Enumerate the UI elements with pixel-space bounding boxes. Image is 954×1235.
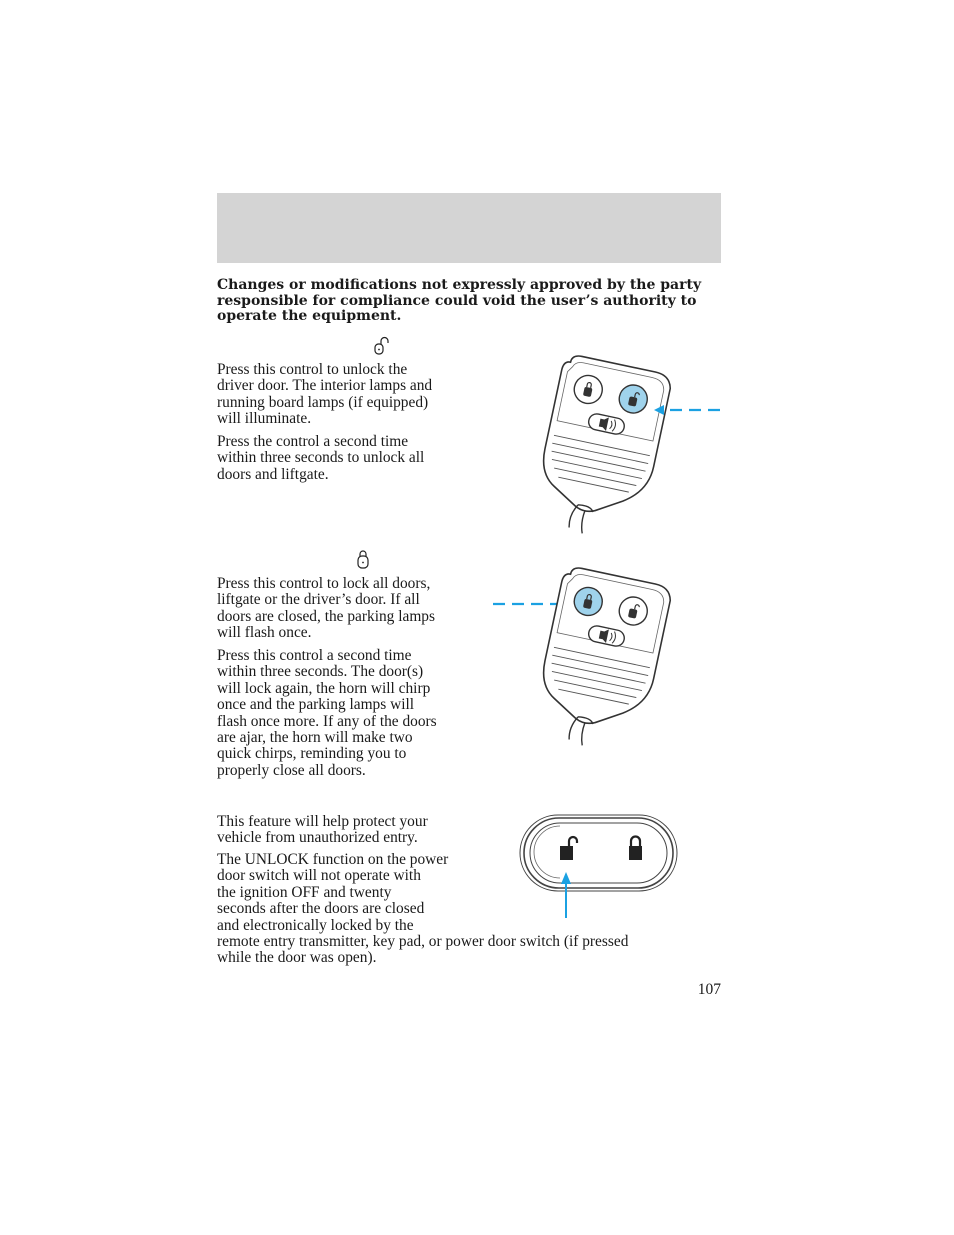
- remote-fob-lock-figure: [490, 572, 690, 747]
- page-number: 107: [697, 981, 721, 998]
- unlock-icon: [373, 336, 389, 358]
- lock-paragraph-2: Press this control a second time within three seconds. The door(s) will lock again, the horn will chirp once and the parking lamps will flash once more. If any of the doors are ajar, the horn will make two quick chirps, reminding you to properly close all doors.: [217, 647, 437, 779]
- security-paragraph-2: The UNLOCK function on the power door switch will not operate with the ignition OFF and twenty seconds after the doors are closed and electronically locked by the remote entry transmitter, key pad, or power door switch (if pressed while the door was open).: [217, 851, 629, 967]
- unlock-paragraph-1: Press this control to unlock the driver door. The interior lamps and running board lamps (if equipped) will illuminate.: [217, 361, 433, 428]
- lock-icon: [356, 548, 370, 570]
- lock-paragraph-1: Press this control to lock all doors, liftgate or the driver’s door. If all doors are closed, the parking lamps will flash once.: [217, 575, 435, 642]
- power-door-switch-figure: [518, 812, 680, 922]
- header-band: [217, 193, 721, 263]
- remote-fob-unlock-figure: [530, 360, 730, 535]
- security-paragraph-1: This feature will help protect your vehicle from unauthorized entry.: [217, 813, 428, 847]
- compliance-warning: Changes or modifications not expressly approved by the party responsible for compliance could void the user’s authority to operate the equipment.: [217, 277, 702, 324]
- unlock-paragraph-2: Press the control a second time within three seconds to unlock all doors and liftgate.: [217, 433, 425, 483]
